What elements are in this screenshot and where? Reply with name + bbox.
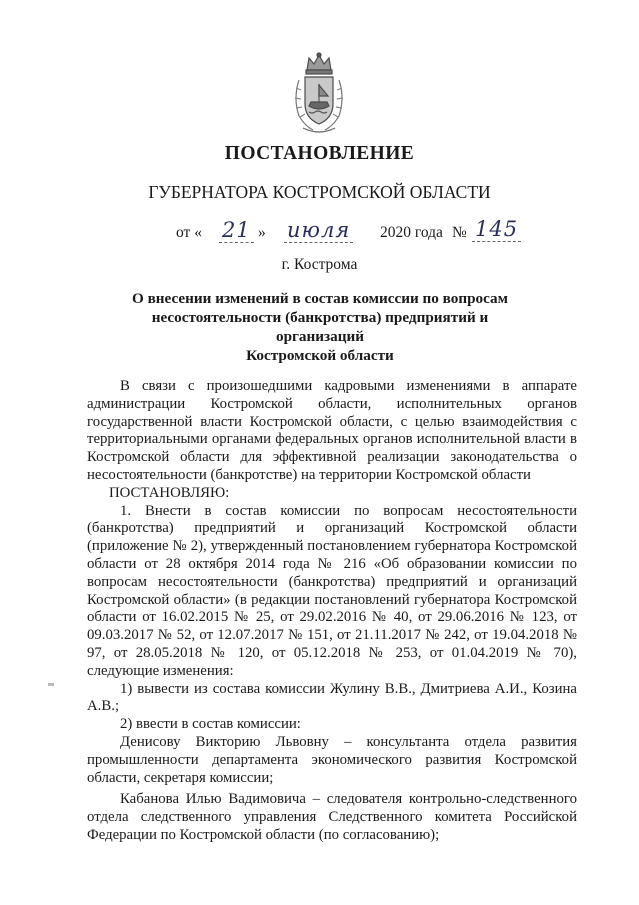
heading-line: О внесении изменений в состав комиссии по вопросам xyxy=(131,290,508,307)
date-close-quote: » xyxy=(258,224,266,241)
intro-paragraph: В связи с произошедшими кадровыми изменениями в аппарате администрации Костромской области, исполнительных органов государственной власти Костромской области, с целью взаимодействия с территориальными органами федеральных органов исполнительной власти в Костромской области для эффективной реализации законодательства о несостоятельности (банкротстве) на территории Костромской области xyxy=(87,378,577,483)
date-day-handwritten: 21 xyxy=(219,218,254,243)
document-number-handwritten: 145 xyxy=(472,217,521,242)
heading-line: Костромской области xyxy=(246,347,394,364)
document-type-title: ПОСТАНОВЛЕНИЕ xyxy=(224,143,415,164)
item-1-paragraph: 1. Внести в состав комиссии по вопросам несостоятельности (банкротства) предприятий и организаций Костромской области (приложение № 2), утвержденный постановлением губернатора Костромской области от 28 октября 2014 года № 216 «Об образовании комиссии по вопросам несостоятельности (банкротства) предприятий и организаций Костромской области» (в редакции постановлений губернатора Костромской области от 16.02.2015 № 25, от 29.02.2016 № 40, от 29.06.2016 № 123, от 09.03.2017 № 52, от 12.07.2017 № 151, от 21.11.2017 № 242, от 19.04.2018 № 97, от 28.05.2018 № 120, от 05.12.2018 № 253, от 01.04.2019 № 70), следующие изменения: xyxy=(87,502,577,679)
coat-of-arms-icon xyxy=(291,52,347,136)
number-sign: № xyxy=(452,224,467,241)
issuing-city: г. Кострома xyxy=(281,256,358,273)
document-heading xyxy=(120,289,520,365)
subitem-1-paragraph: 1) вывести из состава комиссии Жулину В.В., Дмитриева А.И., Козина А.В.; xyxy=(87,680,577,715)
heading-line: несостоятельности (банкротства) предприятий и организаций xyxy=(151,309,489,345)
decree-word: ПОСТАНОВЛЯЮ: xyxy=(109,484,230,501)
scan-speck xyxy=(48,683,54,686)
date-month-handwritten: июля xyxy=(284,218,353,243)
document-body xyxy=(87,378,577,845)
appointee-1-paragraph: Денисову Викторию Львовну – консультанта отдела развития промышленности департамента экономического развития Костромской области, секретаря комиссии; xyxy=(87,733,577,786)
date-year: 2020 года xyxy=(380,224,443,241)
issuing-authority: ГУБЕРНАТОРА КОСТРОМСКОЙ ОБЛАСТИ xyxy=(148,182,491,202)
date-prefix: от « xyxy=(176,224,202,241)
appointee-2-paragraph: Кабанова Илью Вадимовича – следователя контрольно-следственного отдела следственного управления Следственного комитета Российской Федерации по Костромской области (по согласованию); xyxy=(87,791,577,843)
document-date-row xyxy=(0,217,639,248)
subitem-2-paragraph: 2) ввести в состав комиссии: xyxy=(120,716,301,733)
